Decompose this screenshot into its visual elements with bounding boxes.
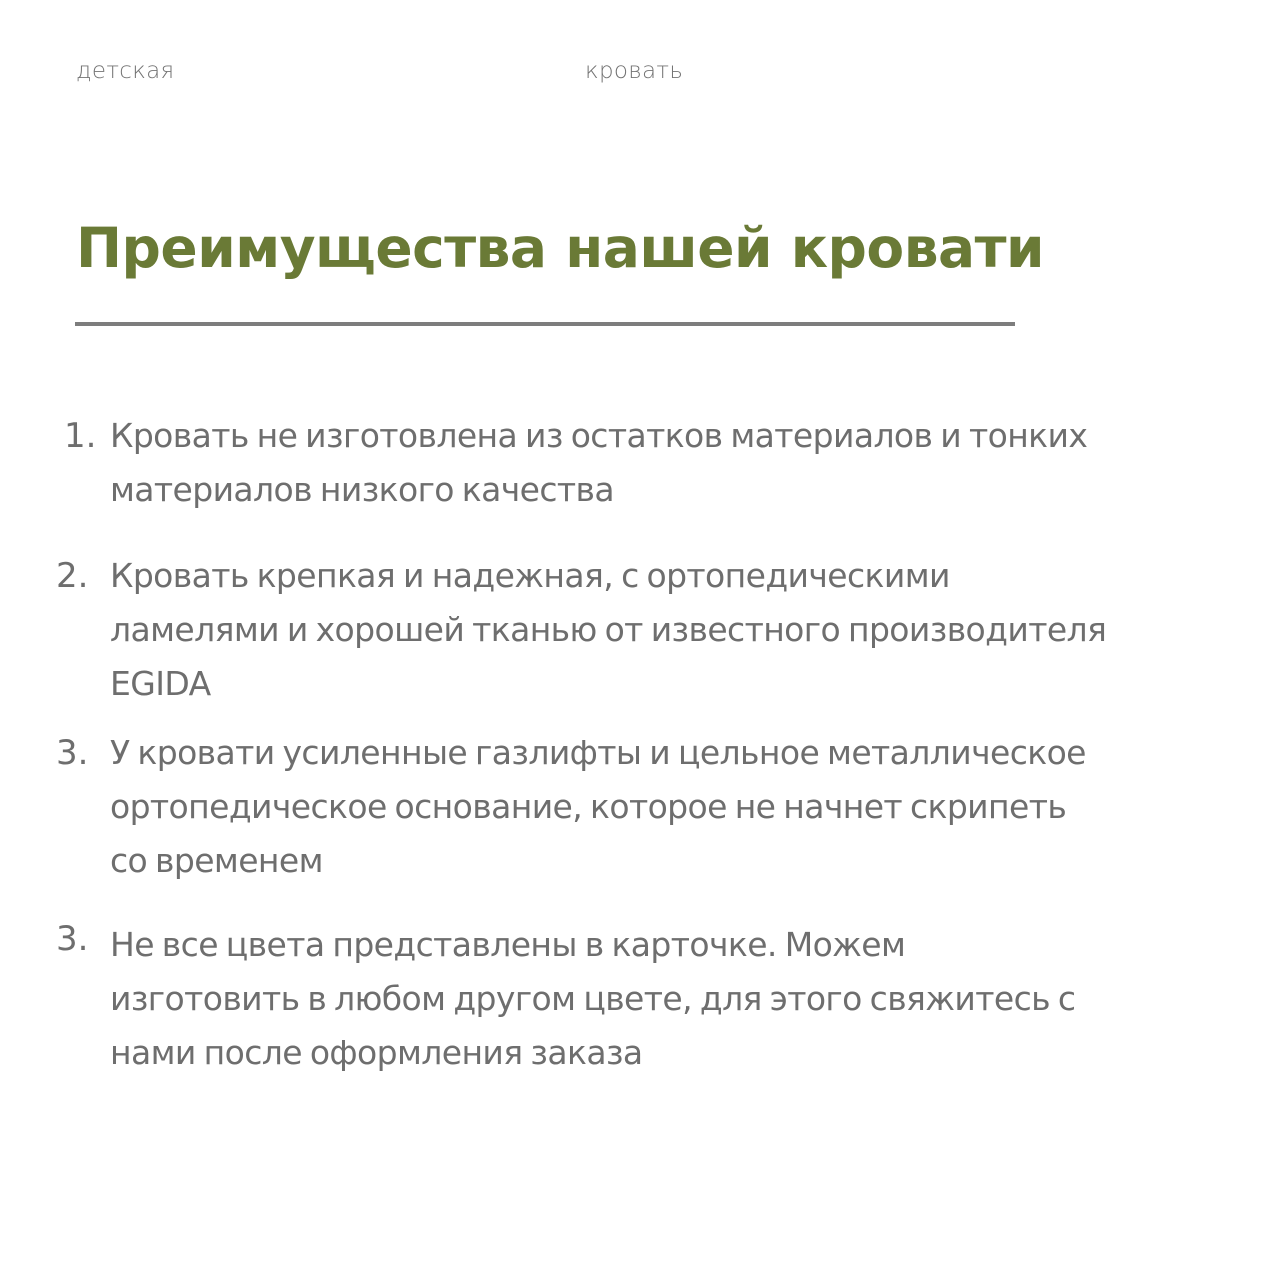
list-item-line: У кровати усиленные газлифты и цельное металлическое — [110, 733, 1086, 772]
list-item-line: со временем — [110, 841, 323, 880]
list-item-line: ортопедическое основание, которое не начнет скрипеть — [110, 787, 1067, 826]
list-item-line: изготовить в любом другом цвете, для этого свяжитесь с — [110, 979, 1076, 1018]
header-label-left: детская — [76, 58, 175, 84]
header-label-right: кровать — [585, 58, 684, 84]
list-item-line: ламелями и хорошей тканью от известного производителя — [110, 610, 1107, 649]
list-item-line: Кровать крепкая и надежная, с ортопедическими — [110, 556, 950, 595]
list-item-number: 2. — [56, 556, 89, 596]
list-item-line: Не все цвета представлены в карточке. Можем — [110, 925, 906, 964]
list-item-text — [110, 409, 1270, 517]
list-item-line: нами после оформления заказа — [110, 1033, 643, 1072]
list-item-line: EGIDA — [110, 664, 211, 703]
list-item-number: 3. — [56, 919, 89, 959]
list-item-number: 1. — [64, 416, 97, 456]
page-title: Преимущества нашей кровати — [76, 216, 1045, 280]
title-divider — [75, 322, 1015, 326]
list-item-line: материалов низкого качества — [110, 470, 614, 509]
list-item-text — [110, 726, 1270, 888]
list-item-number: 3. — [56, 733, 89, 773]
list-item-text — [110, 918, 1270, 1080]
list-item-line: Кровать не изготовлена из остатков материалов и тонких — [110, 416, 1088, 455]
list-item-text — [110, 549, 1270, 711]
